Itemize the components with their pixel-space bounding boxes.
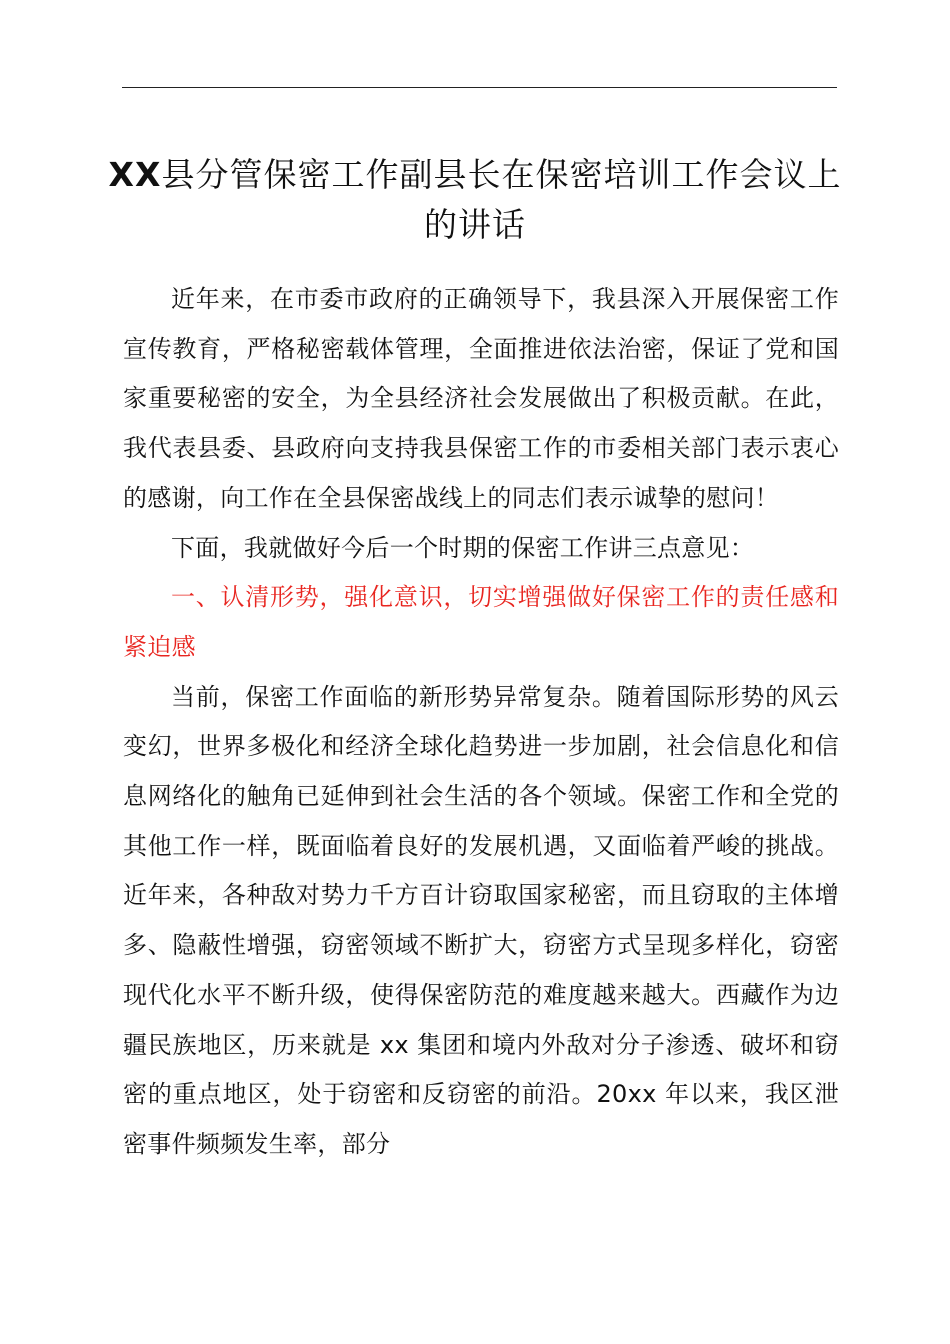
section-heading-1: 一、认清形势，强化意识，切实增强做好保密工作的责任感和紧迫感: [123, 583, 839, 661]
paragraph-intro: 近年来，在市委市政府的正确领导下，我县深入开展保密工作宣传教育，严格秘密载体管理，全面推进依法治密，保证了党和国家重要秘密的安全，为全县经济社会发展做出了积极贡献。在此，我代表县委、县政府向支持我县保密工作的市委相关部门表示衷心的感谢，向工作在全县保密战线上的同志们表示诚挚的慰问！: [123, 285, 839, 512]
document-title: [100, 150, 850, 250]
paragraph-situation: 当前，保密工作面临的新形势异常复杂。随着国际形势的风云变幻，世界多极化和经济全球化趋势进一步加剧，社会信息化和信息网络化的触角已延伸到社会生活的各个领域。保密工作和全党的其他工作一样，既面临着良好的发展机遇，又面临着严峻的挑战。近年来，各种敌对势力千方百计窃取国家秘密，而且窃取的主体增多、隐蔽性增强，窃密领域不断扩大，窃密方式呈现多样化，窃密现代化水平不断升级，使得保密防范的难度越来越大。西藏作为边疆民族地区，历来就是 xx 集团和境内外敌对分子渗透、破坏和窃密的重点地区，处于窃密和反窃密的前沿。20xx 年以来，我区泄密事件频频发生率，部分: [123, 682, 839, 1158]
document-body: [123, 275, 839, 1170]
header-rule: [122, 87, 837, 88]
paragraph-outline: 下面，我就做好今后一个时期的保密工作讲三点意见：: [171, 533, 755, 562]
title-lead: XX: [108, 155, 162, 194]
title-rest: 县分管保密工作副县长在保密培训工作会议上的讲话: [161, 155, 842, 244]
